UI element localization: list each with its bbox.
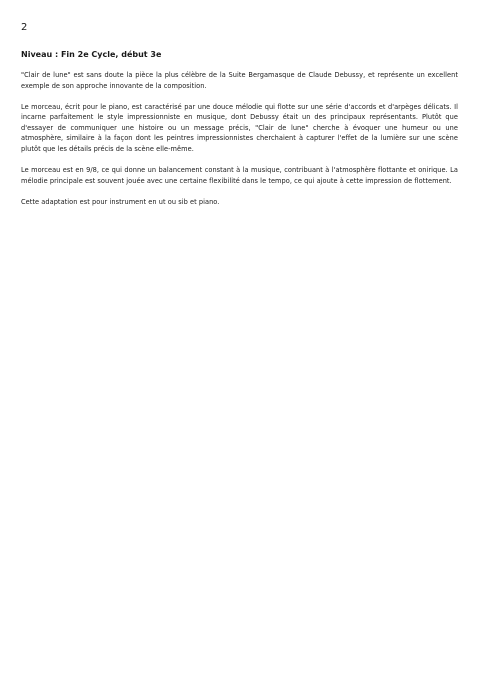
page-number: 2 (21, 22, 28, 33)
paragraph-intro: "Clair de lune" est sans doute la pièce la plus célèbre de la Suite Bergamasque de Claude Debussy, et représente un excellent exemple de son approche innovante de la composition. (21, 71, 458, 90)
paragraph-adaptation: Cette adaptation est pour instrument en ut ou sib et piano. (21, 197, 220, 206)
document-body (21, 49, 458, 218)
level-heading: Niveau : Fin 2e Cycle, début 3e (21, 50, 162, 59)
paragraph-description: Le morceau, écrit pour le piano, est caractérisé par une douce mélodie qui flotte sur une série d'accords et d'arpèges délicats. Il incarne parfaitement le style impressionniste en musique, dont Debussy était un des principaux représentants. Plutôt que d'essayer de communiquer une histoire ou un message précis, "Clair de lune" cherche à évoquer une humeur ou une atmosphère, similaire à la façon dont les peintres impressionnistes cherchaient à capturer l'effet de la lumière sur une scène plutôt que les détails précis de la scène elle-même. (21, 102, 458, 154)
paragraph-meter: Le morceau est en 9/8, ce qui donne un balancement constant à la musique, contribuant à l'atmosphère flottante et onirique. La mélodie principale est souvent jouée avec une certaine flexibilité dans le tempo, ce qui ajoute à cette impression de flottement. (21, 166, 458, 185)
